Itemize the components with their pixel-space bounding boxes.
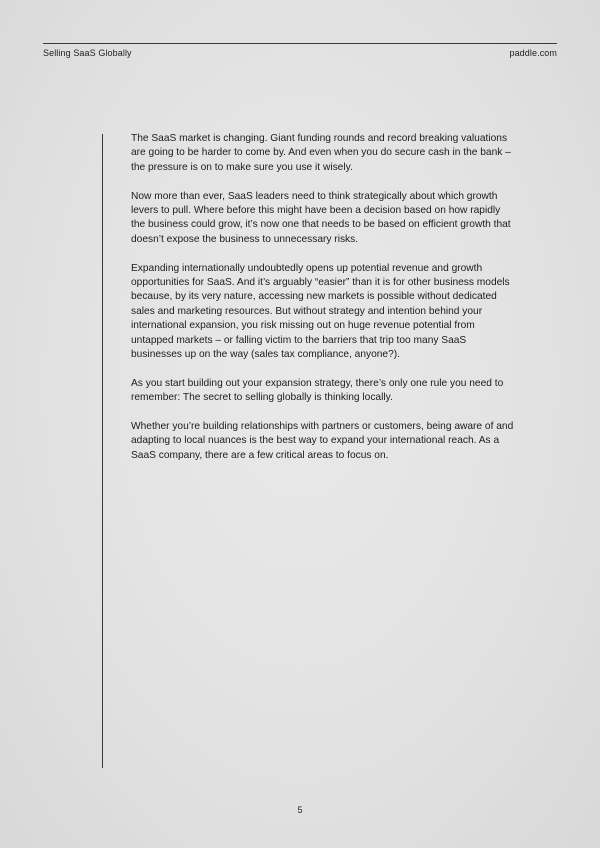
document-title: Selling SaaS Globally bbox=[43, 48, 132, 58]
paragraph: The SaaS market is changing. Giant funding rounds and record breaking valuations are going to be harder to come by. And even when you do secure cash in the bank – the pressure is on to make sure you use it wisely. bbox=[131, 133, 511, 173]
body-text bbox=[131, 132, 516, 478]
paragraph: As you start building out your expansion strategy, there’s only one rule you need to remember: The secret to selling globally is thinking locally. bbox=[131, 377, 504, 404]
paragraph: Now more than ever, SaaS leaders need to think strategically about which growth levers to pull. Where before this might have been a decision based on how rapidly the business could grow, it’s now one that needs to be based on efficient growth that doesn’t expose the business to unnecessary risks. bbox=[131, 190, 511, 245]
site-link[interactable]: paddle.com bbox=[509, 48, 557, 58]
header-divider bbox=[43, 43, 557, 44]
paragraph: Whether you’re building relationships with partners or customers, being aware of and adapting to local nuances is the best way to expand your international reach. As a SaaS company, there are a few critical areas to focus on. bbox=[131, 421, 514, 461]
margin-rule bbox=[102, 134, 103, 768]
paragraph: Expanding internationally undoubtedly opens up potential revenue and growth opportunities for SaaS. And it’s arguably “easier” than it is for other business models because, by its very nature, accessing new markets is possible without dedicated sales and marketing resources. But without strategy and intention behind your international expansion, you risk missing out on huge revenue potential from untapped markets – or falling victim to the barriers that trip too many SaaS businesses up on the way (sales tax compliance, anyone?). bbox=[131, 262, 510, 361]
page-number: 5 bbox=[297, 805, 303, 815]
